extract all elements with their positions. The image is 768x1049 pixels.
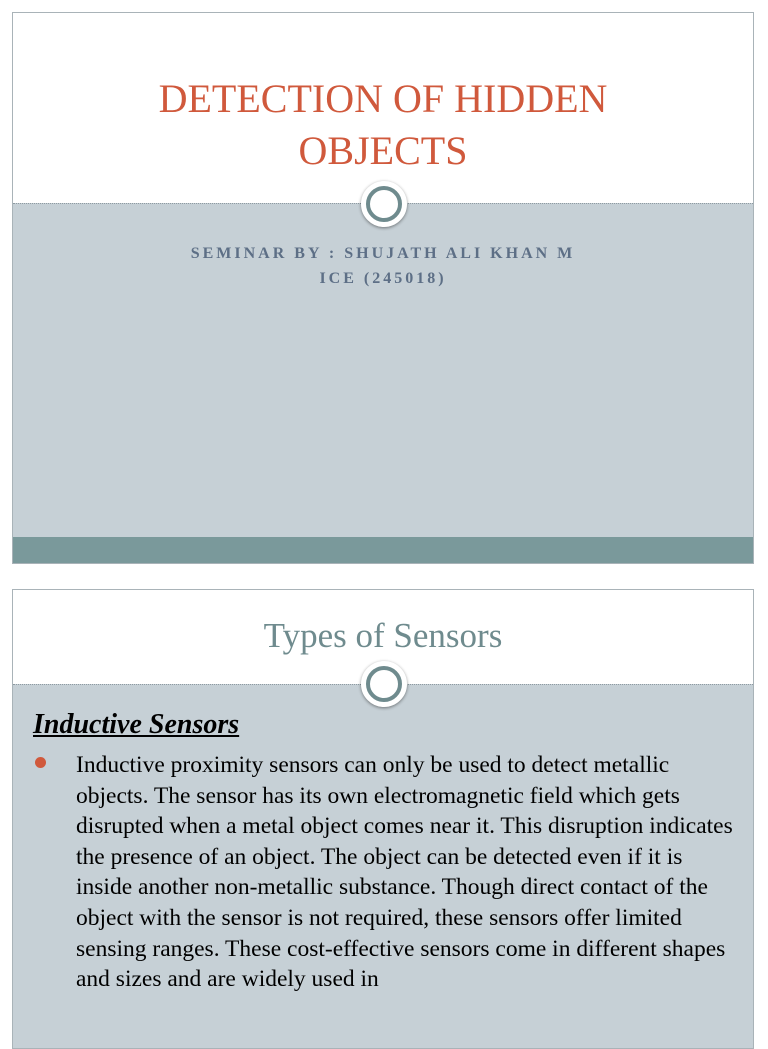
title-line-1: DETECTION OF HIDDEN bbox=[158, 76, 608, 121]
subtitle-line-1: SEMINAR BY : SHUJATH ALI KHAN M bbox=[190, 245, 576, 262]
circle-ornament-icon bbox=[361, 661, 407, 707]
content-slide bbox=[12, 589, 754, 1049]
bottom-accent-bar bbox=[13, 537, 753, 563]
title-line-2: OBJECTS bbox=[298, 128, 468, 173]
bullet-item bbox=[33, 750, 733, 995]
bullet-dot-icon bbox=[35, 757, 46, 768]
section-heading: Inductive Sensors bbox=[33, 709, 240, 740]
slide-title: Types of Sensors bbox=[263, 616, 503, 655]
slide-subtitle bbox=[13, 241, 753, 291]
slide-title bbox=[13, 73, 753, 177]
title-slide bbox=[12, 12, 754, 564]
subtitle-line-2: ICE (245018) bbox=[319, 270, 447, 287]
bullet-text: Inductive proximity sensors can only be used to detect metallic objects. The sensor has its own electromagnetic field which gets disrupted when a metal object comes near it. This disruption indicates the presence of an object. The object can be detected even if it is inside another non-metallic substance. Though direct contact of the object with the sensor is not required, these sensors offer limited sensing ranges. These cost-effective sensors come in different shapes and sizes and are widely used in bbox=[76, 752, 733, 993]
circle-ornament-icon bbox=[361, 181, 407, 227]
